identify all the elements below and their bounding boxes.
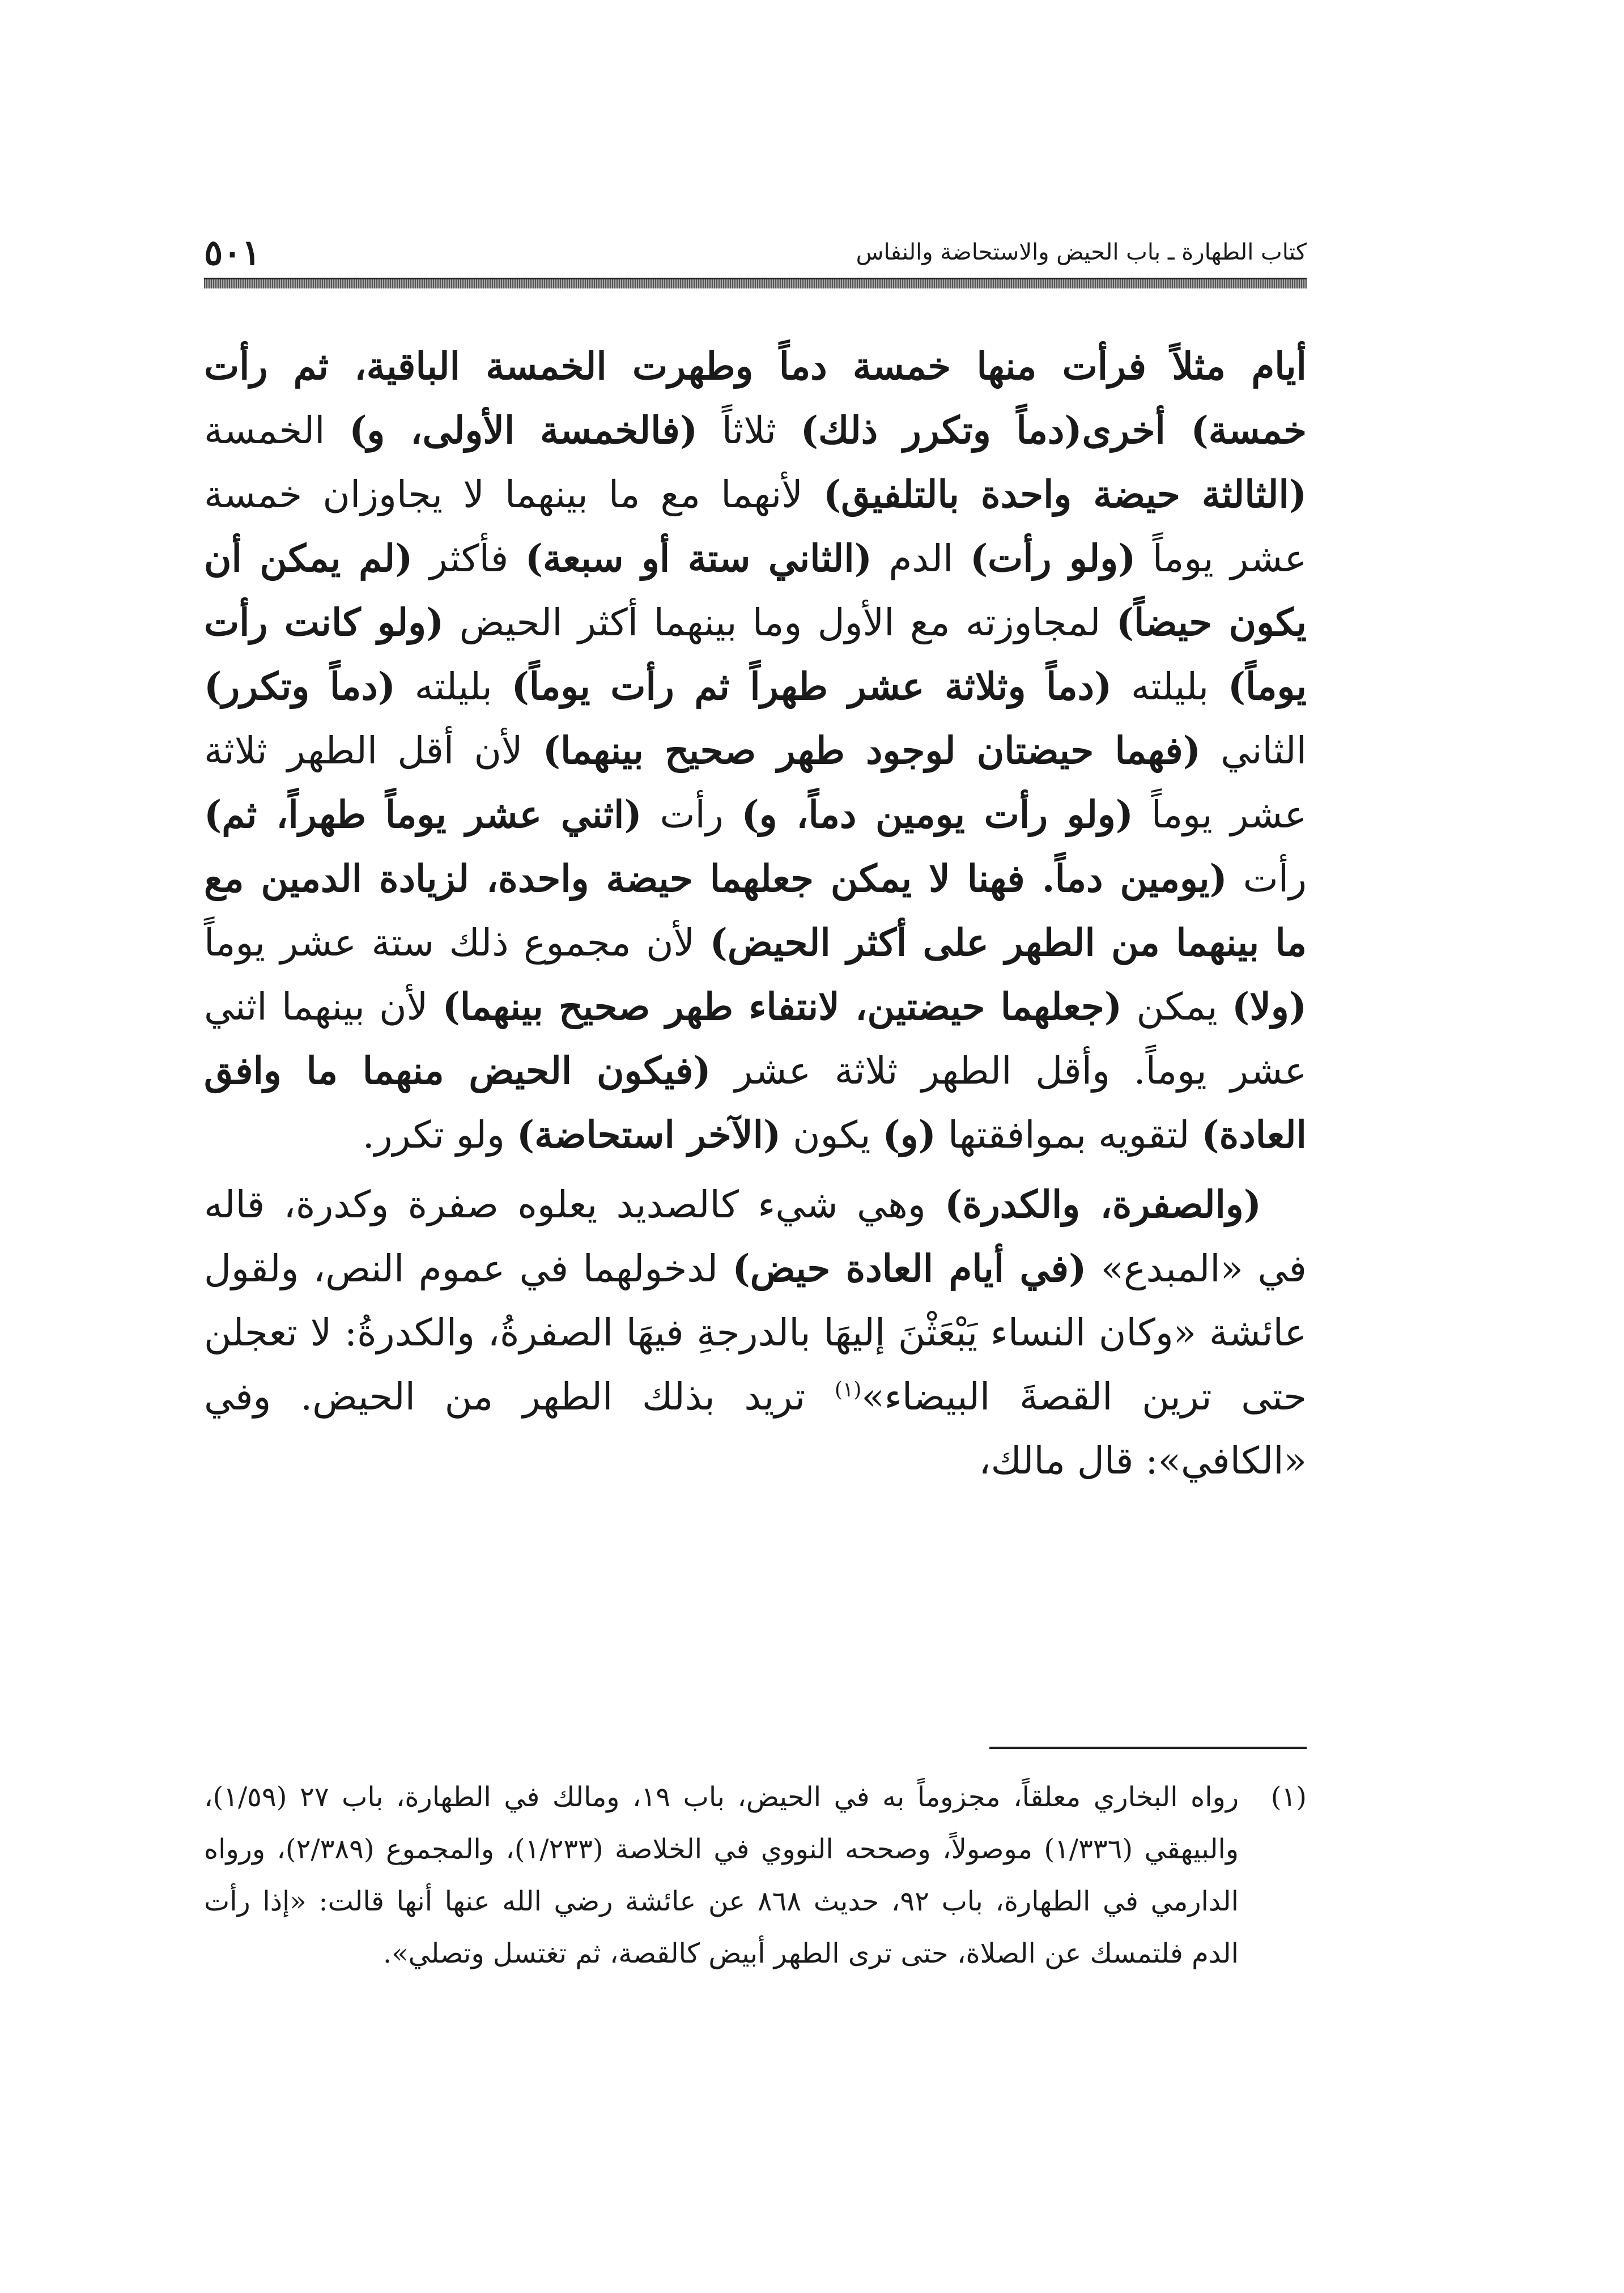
sharh-text: لأن مجموع ذلك ستة عشر يوماً (204, 921, 710, 965)
matn-text: (الآخر استحاضة) (516, 1112, 781, 1157)
matn-text: (جعلهما حيضتين، لانتفاء طهر صحيح بينهما) (442, 984, 1123, 1029)
matn-text: (ولو رأت يومين دماً، و) (741, 792, 1134, 836)
matn-text: (الثاني ستة أو سبعة) (525, 536, 872, 580)
running-header (204, 230, 1307, 275)
matn-text: (دماً وتكرر) (204, 664, 396, 708)
sharh-text: فأكثر (413, 537, 525, 580)
matn-text: (الثالثة حيضة واحدة بالتلفيق) (823, 472, 1307, 516)
sharh-text: بليلته (395, 665, 512, 708)
matn-text: (لم يمكن أن يكون حيضاً) (204, 536, 1307, 644)
sharh-text: الدم (871, 537, 970, 580)
sharh-text: تريد بذلك الطهر من الحيض. وفي «الكافي»: قال مالك، (204, 1375, 1307, 1483)
matn-text: (ولو كانت رأت يوماً) (204, 600, 1307, 708)
footnotes (204, 1771, 1307, 1980)
paragraph (204, 1173, 1307, 1493)
matn-text: (اثني عشر يوماً طهراً، ثم) (204, 792, 642, 836)
sharh-text: الثاني (1200, 729, 1307, 772)
main-text (204, 334, 1307, 1493)
sharh-text: رأت (641, 793, 742, 836)
chapter-title: كتاب الطهارة ـ باب الحيض والاستحاضة والنفاس (856, 239, 1307, 265)
sharh-text: لمجاوزته مع الأول وما بينهما أكثر الحيض (444, 601, 1116, 644)
sharh-text: ولو تكرر. (362, 1113, 517, 1157)
sharh-text: ثلاثاً (698, 409, 801, 452)
matn-text: أيام مثلاً فرأت منها خمسة دماً وطهرت الخمسة الباقية، ثم رأت خمسة) أخرى(دماً وتكرر ذلك) (204, 344, 1307, 452)
paragraph (204, 334, 1307, 1167)
matn-text: (دماً وثلاثة عشر طهراً ثم رأت يوماً) (511, 664, 1112, 708)
sharh-text: يكون (781, 1113, 883, 1157)
header-divider (204, 278, 1307, 288)
sharh-text: رأت (1227, 857, 1307, 901)
sharh-text: بليلته (1112, 665, 1228, 708)
matn-text: (في أيام العادة حيض) (732, 1246, 1087, 1290)
sharh-text: وهي شيء كالصديد يعلوه صفرة وكدرة، قاله في «المبدع» (204, 1183, 1307, 1290)
sharh-text: لتقويه بموافقتها (936, 1113, 1202, 1157)
matn-text: (ولا) (1232, 984, 1307, 1029)
sharh-text: لأن بينهما اثني عشر يوماً. وأقل الطهر ثلاثة عشر (204, 985, 1307, 1093)
matn-text: (ولو رأت) (970, 536, 1136, 580)
sharh-text: الخمسة (204, 409, 350, 452)
footnote-text: رواه البخاري معلقاً، مجزوماً به في الحيض، باب ١٩، ومالك في الطهارة، باب ٢٧ (١/٥٩)، والبيهقي (١/٣٣٦) موصولاً، وصححه النووي في الخلاصة (١/٢٣٣)، والمجموع (٢/٣٨٩)، ورواه الدارمي في الطهارة، باب ٩٢، حديث ٨٦٨ عن عائشة رضي الله عنها أنها قالت: «إذا رأت الدم فلتمسك عن الصلاة، حتى ترى الطهر أبيض كالقصة، ثم تغتسل وتصلي». (204, 1781, 1239, 1969)
footnote-number: (١) (1270, 1781, 1307, 1813)
matn-text: (فهما حيضتان لوجود طهر صحيح بينهما) (542, 728, 1201, 772)
matn-text: (والصفرة، والكدرة) (945, 1182, 1262, 1226)
sharh-text: يمكن (1122, 985, 1232, 1029)
matn-text: (فالخمسة الأولى، و) (349, 408, 698, 452)
sharh-text: لأنهما مع ما بينهما لا يجاوزان خمسة عشر يوماً (204, 473, 1307, 580)
footnote (204, 1771, 1307, 1980)
matn-text: (يومين دماً. فهنا لا يمكن جعلهما حيضة واحدة، لزيادة الدمين مع ما بينهما من الطهر على أكثر الحيض) (204, 856, 1307, 965)
footnote-marker: (١) (834, 1378, 862, 1402)
matn-text: (فيكون الحيض منهما ما وافق العادة) (204, 1048, 1307, 1157)
footnote-divider (989, 1747, 1307, 1749)
matn-text: (و) (882, 1112, 936, 1157)
sharh-text: لدخولهما في عموم النص، ولقول عائشة «وكان النساء يَبْعَثْنَ إليهَا بالدرجةِ فيهَا الصفرةُ، والكدرةُ: لا تعجلن حتى ترين القصةَ البيضاء» (204, 1247, 1307, 1419)
page-number: ٥٠١ (204, 231, 261, 273)
sharh-text: لأن أقل الطهر ثلاثة عشر يوماً (204, 729, 1307, 836)
